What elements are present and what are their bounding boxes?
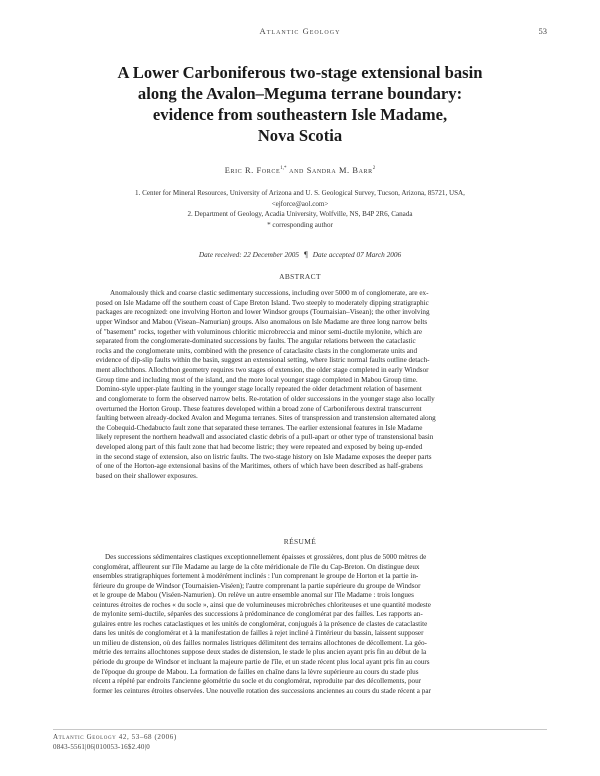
footer-divider xyxy=(53,729,547,730)
text-line: Des successions sédimentaires clastiques exceptionnellement épaisses et grossières, dont plus de 5000 mètres de xyxy=(105,553,427,561)
text-line: ensembles stratigraphiques fortement à modérément inclinés : l'un comprenant le groupe de Horton et la partie in- xyxy=(93,572,419,581)
text-line: métrie des terrains allochtones suppose deux stades de distension, le stade le plus ancien ayant pris fin au début de la xyxy=(93,648,427,657)
text-line: période du groupe de Windsor et incluant la majeure partie de l'île, et un stade récent plus local ayant pris fin au cours xyxy=(93,658,430,667)
author-email[interactable]: <ejforce@aol.com> xyxy=(271,199,329,208)
affiliation-line: 2. Department of Geology, Acadia University, Wolfville, NS, B4P 2R6, Canada xyxy=(187,210,413,219)
author-name: Sandra M. Barr xyxy=(306,166,373,175)
text-line: evidence of dip-slip faults within the basin, suggest an extensional setting, where listric normal faults outline detach- xyxy=(96,356,430,365)
page-number: 53 xyxy=(538,26,547,36)
abstract-text xyxy=(96,289,502,482)
article-dates xyxy=(60,250,540,259)
text-line: ceintures étroites de roches « du socle », ainsi que de volumineuses microbrèches chloriteuses et une quantité modeste xyxy=(93,600,431,609)
text-line: of one of the Horton-age extensional basins of the Maritimes, others of which have been described as half-grabens xyxy=(96,462,423,471)
running-head xyxy=(0,26,600,40)
text-line: posed on Isle Madame off the southern coast of Cape Breton Island. Two steeply to moderately dipping stratigraphic xyxy=(96,298,429,307)
text-line: and conglomerate to form the observed narrow belts. Re-rotation of older successions in the younger stage also locally xyxy=(96,394,435,403)
title-line: evidence from southeastern Isle Madame, xyxy=(152,105,448,124)
author-line xyxy=(60,166,540,175)
footer-citation: Atlantic Geology 42, 53–68 (2006) xyxy=(53,733,177,741)
affiliations xyxy=(80,188,520,230)
text-line: the Cobequid-Chedabucto fault zone that separated these terranes. The earlier extensional features in Isle Madame xyxy=(96,423,423,432)
page-footer xyxy=(53,733,353,752)
text-line: rocks and the conglomerate units, combined with the presence of cataclasite clasts in the conglomerate units and xyxy=(96,346,418,355)
date-separator: ¶ xyxy=(304,250,308,259)
text-line: Domino-style upper-plate faulting in the younger stage locally repeated the older detachment relation of basement xyxy=(96,385,422,394)
text-line: likely represent the northern headwall and associated clastic debris of a pull-apart or other type of transtensional basin xyxy=(96,433,434,442)
date-received: Date received: 22 December 2005 xyxy=(198,250,300,259)
journal-name: Atlantic Geology xyxy=(259,26,341,36)
title-line: A Lower Carboniferous two-stage extensional basin xyxy=(117,63,483,82)
text-line: faulting between already-docked Avalon and Meguma terranes. Sites of transpression and transtension alternated along xyxy=(96,414,436,423)
text-line: Group time and including most of the island, and the more local younger stage completed in Mabou Group time. xyxy=(96,375,418,384)
text-line: of "basement" rocks, together with voluminous chloritic microbreccia and minor semi-ductile mylonite, which are xyxy=(96,327,423,336)
text-line: based on their shallower exposures. xyxy=(96,471,198,480)
author-marks: 1,* xyxy=(280,166,287,172)
author-connector: and xyxy=(289,166,304,175)
text-line: de l'époque du groupe de Mabou. La formation de failles en chaîne dans la lèvre supérieure au cours du stade plus xyxy=(93,667,419,676)
text-line: férieure du groupe de Windsor (Tournaisien-Viséen); l'autre comprenant la partie supérieure du groupe de Windsor xyxy=(93,581,421,590)
resume-heading: RÉSUMÉ xyxy=(283,537,317,546)
author-marks: 2 xyxy=(372,166,376,172)
text-line: overturned the Horton Group. These features developed within a broad zone of Carboniferous dextral transcurrent xyxy=(96,404,422,413)
text-line: un milieu de distension, où des failles normales listriques délimitent des terrains allochtones de décollement. La géo- xyxy=(93,638,427,647)
author-name: Eric R. Force xyxy=(224,166,281,175)
text-line: separated from the conglomerate-dominated successions by faults. The angular relations between the cataclastic xyxy=(96,337,416,346)
text-line: et le groupe de Mabou (Viséen-Namurien). On relève un autre ensemble anomal sur l'île Madame : trois longues xyxy=(93,591,414,600)
text-line: in the second stage of extension, also on listric faults. The two-stage history on Isle Madame exposes the deeper parts xyxy=(96,452,432,461)
text-line: gulaires entre les roches cataclastiques et les unités de conglomérat, conjugués à la présence de clastes de cataclastite xyxy=(93,619,428,628)
text-line: developed along part of this fault zone that had become listric; they were repeated and exposed by being up-ended xyxy=(96,443,423,451)
text-line: upper Windsor and Mabou (Visean–Namurian) groups. Also anomalous on Isle Madame are three long narrow belts xyxy=(96,317,428,326)
text-line: de mylonite semi-ductile, séparées des successions à prédominance de conglomérat par des failles. Les rapports an- xyxy=(93,610,423,619)
title-line: along the Avalon–Meguma terrane boundary: xyxy=(137,84,463,103)
corresponding-note: * corresponding author xyxy=(267,220,333,229)
abstract-heading: ABSTRACT xyxy=(279,272,321,281)
text-line: Anomalously thick and coarse clastic sedimentary successions, including over 5000 m of conglomerate, are ex- xyxy=(110,289,429,297)
date-accepted: Date accepted 07 March 2006 xyxy=(312,250,402,259)
affiliation-line: 1. Center for Mineral Resources, University of Arizona and U. S. Geological Survey, Tucson, Arizona, 85721, USA, xyxy=(135,189,465,197)
text-line: conglomérat, affleurent sur l'île Madame au large de la côte méridionale de l'île du Cap-Breton. On distingue deux xyxy=(93,562,420,571)
text-line: dans les unités de conglomérat et à la manifestation de failles à rejet incliné à l'intérieur du bassin, laissent supposer xyxy=(93,629,424,638)
text-line: packages are recognized: one involving Horton and lower Windsor groups (Tournaisian–Visean); the other involving xyxy=(96,308,430,317)
resume-text xyxy=(93,553,507,696)
article-title xyxy=(60,62,540,146)
text-line: récent a répété par endroits l'ancienne géométrie du socle et du conglomérat, reproduite par des décollements, pour xyxy=(93,677,422,686)
text-line: former les ceintures étroites observées. Une nouvelle rotation des successions anciennes au cours du stade récent a par xyxy=(93,686,431,695)
text-line: ment allochthons. Allochthon geometry requires two stages of extension, the older stage completed in early Windsor xyxy=(96,366,429,374)
footer-identifier: 0843-5561|06|010053-16$2.40|0 xyxy=(53,742,150,751)
title-line: Nova Scotia xyxy=(257,126,343,145)
